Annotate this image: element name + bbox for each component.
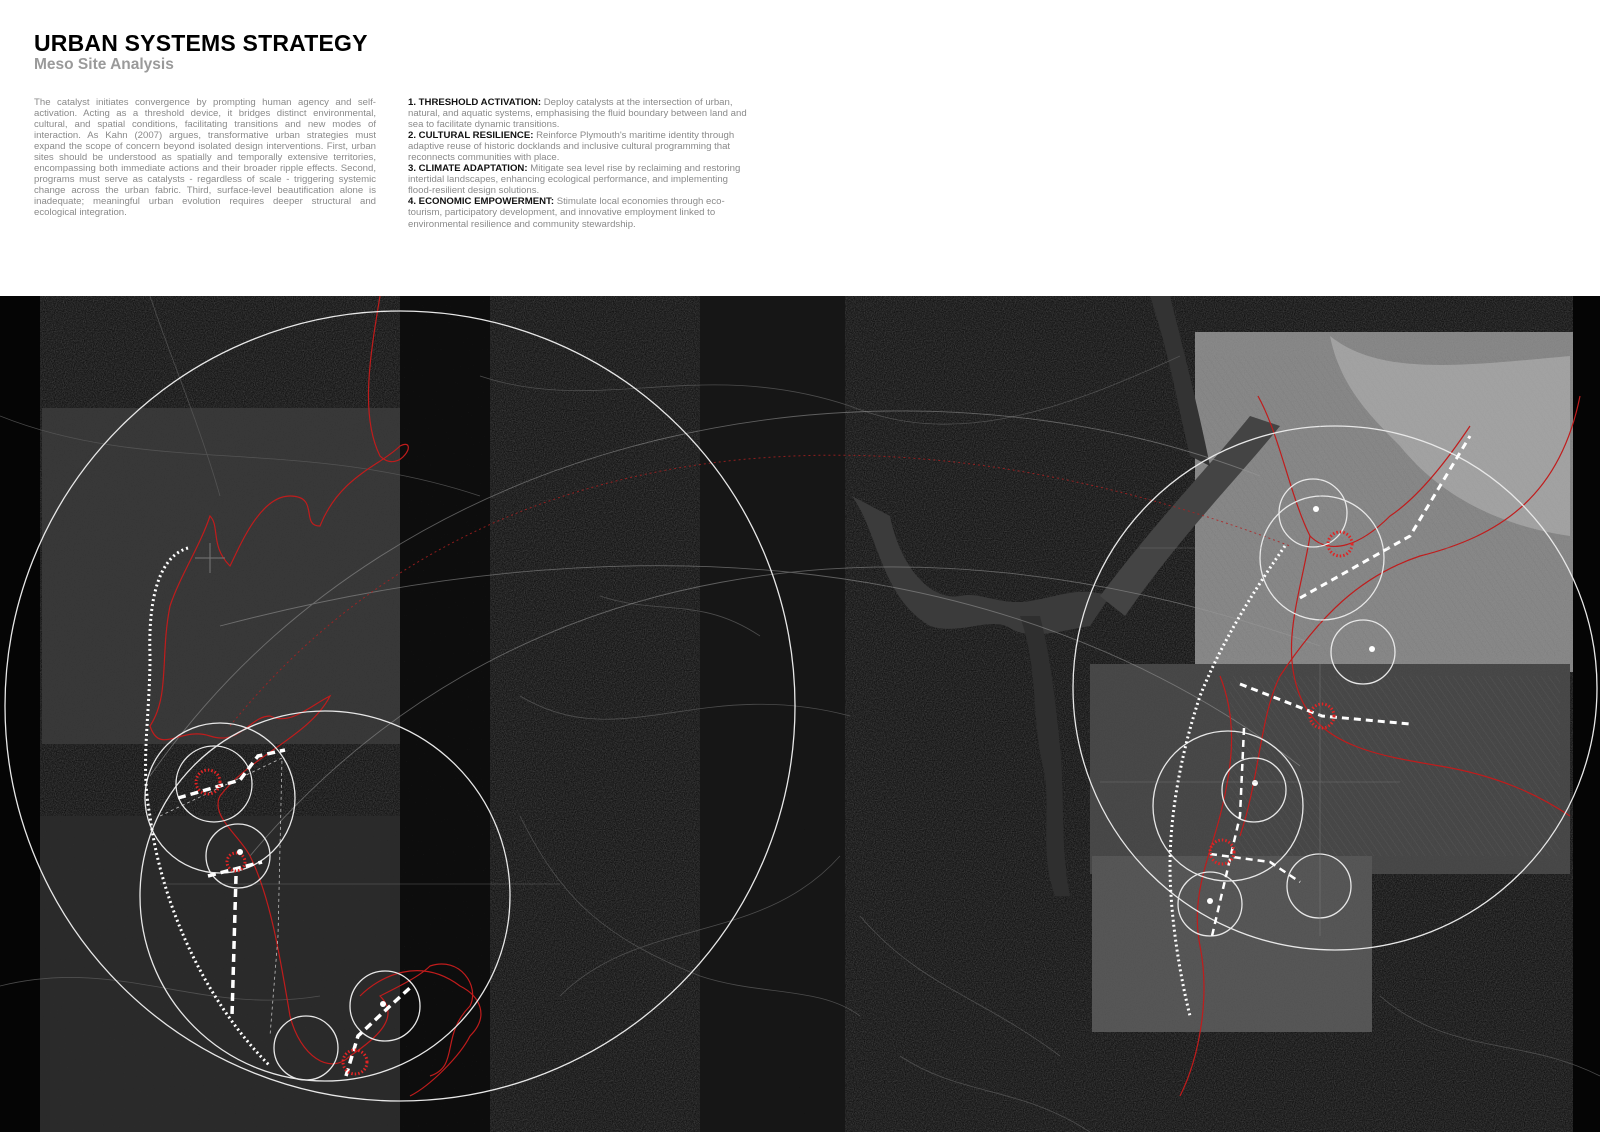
strategy-list xyxy=(408,97,748,230)
strategy-text: Reinforce Plymouth's maritime identity through adaptive reuse of historic docklands and inclusive cultural programming that reconnects communities with place. xyxy=(408,130,735,164)
map-canvas xyxy=(0,296,1600,1132)
node-dot xyxy=(1252,780,1258,786)
aerial-patch xyxy=(1092,856,1372,1032)
dashed-path xyxy=(178,750,285,798)
strategy-heading: 1. THRESHOLD ACTIVATION: xyxy=(408,97,542,108)
strategy-item xyxy=(408,97,748,130)
site-analysis-map xyxy=(0,296,1600,1132)
page-subtitle: Meso Site Analysis xyxy=(34,56,174,73)
strategy-item xyxy=(408,163,748,196)
page-title: URBAN SYSTEMS STRATEGY xyxy=(34,30,368,56)
node-dot xyxy=(1207,898,1213,904)
strategy-text: Deploy catalysts at the intersection of urban, natural, and aquatic systems, emphasising the fluid boundary between land and sea to facilitate dynamic transitions. xyxy=(408,97,747,131)
strategy-heading: 2. CULTURAL RESILIENCE: xyxy=(408,130,534,142)
intro-paragraph: The catalyst initiates convergence by prompting human agency and self-activation. Acting as a threshold device, it bridges distinct environmental, cultural, and spatial conditions, facilitating transitions and new modes of interaction. As Kahn (2007) argues, transformative urban strategies must expand the scope of concern beyond isolated design interventions. First, urban sites should be understood as spatially and temporally extensive territories, encompassing both immediate actions and their broader ripple effects. Second, programs must serve as catalysts - regardless of scale - triggering systemic change across the urban fabric. Third, surface-level beautification alone is inadequate; meaningful urban evolution requires deeper structural and ecological integration. xyxy=(34,97,376,219)
node-dot xyxy=(380,1001,386,1007)
aerial-patch xyxy=(700,296,845,1132)
estuary-arm xyxy=(1020,616,1070,896)
strategy-text: Stimulate local economies through eco-tourism, participatory development, and innovative employment linked to environmental resilience and community stewardship. xyxy=(408,196,725,230)
road xyxy=(860,916,1060,1056)
node-dot xyxy=(1313,506,1319,512)
road xyxy=(1380,996,1600,1076)
node-dot xyxy=(1369,646,1375,652)
aerial-hatch xyxy=(1230,676,1560,856)
estuary-shape xyxy=(852,496,1110,634)
strategy-item xyxy=(408,196,748,229)
strategy-heading: 3. CLIMATE ADAPTATION: xyxy=(408,163,528,175)
strategy-heading: 4. ECONOMIC EMPOWERMENT: xyxy=(408,196,555,208)
strategy-item xyxy=(408,130,748,163)
aerial-patch xyxy=(400,296,490,1132)
node-dot xyxy=(237,849,243,855)
strategy-text: Mitigate sea level rise by reclaiming and restoring intertidal landscapes, enhancing ecological performance, and implementing flood-resilient design solutions. xyxy=(408,163,741,197)
road xyxy=(900,1056,1090,1132)
catalyst-ring xyxy=(176,746,252,822)
header xyxy=(34,30,1554,74)
